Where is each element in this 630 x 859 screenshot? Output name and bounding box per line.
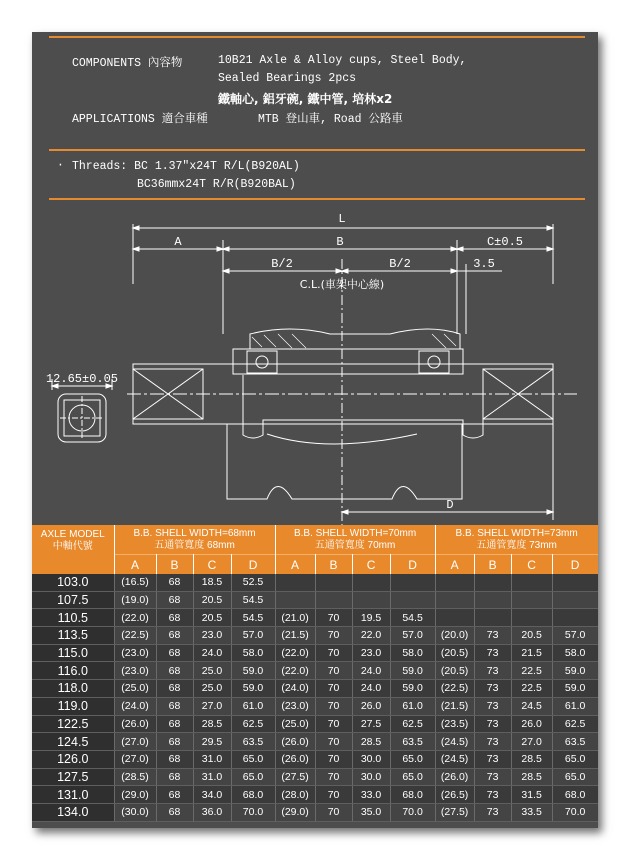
table-cell: 58.0 — [390, 644, 435, 662]
table-cell: 70 — [315, 768, 352, 786]
table-cell: 70 — [315, 662, 352, 680]
table-cell — [390, 574, 435, 591]
applications-value: MTB 登山車, Road 公路車 — [258, 113, 403, 126]
table-cell — [352, 591, 390, 609]
table-cell: 63.5 — [552, 733, 598, 751]
table-cell: 73 — [474, 697, 511, 715]
axle-model-cell: 118.0 — [32, 680, 114, 698]
table-cell: 68 — [156, 786, 193, 804]
table-cell — [435, 574, 474, 591]
table-cell: 28.5 — [193, 715, 231, 733]
table-cell: 70 — [315, 680, 352, 698]
table-cell: 57.0 — [231, 627, 275, 645]
table-cell: (27.5) — [435, 803, 474, 821]
table-cell: (24.5) — [435, 733, 474, 751]
table-cell: 54.5 — [231, 609, 275, 627]
table-cell: 62.5 — [231, 715, 275, 733]
table-cell: 59.0 — [390, 680, 435, 698]
table-cell: 73 — [474, 803, 511, 821]
table-cell: 73 — [474, 733, 511, 751]
lower-divider — [49, 198, 585, 200]
table-cell: 68 — [156, 750, 193, 768]
table-cell: 68 — [156, 609, 193, 627]
table-cell: 70.0 — [231, 803, 275, 821]
table-cell — [474, 591, 511, 609]
axle-model-cell: 116.0 — [32, 662, 114, 680]
label-B2-left: B/2 — [271, 257, 293, 271]
table-cell: 63.5 — [390, 733, 435, 751]
group-70-header: B.B. SHELL WIDTH=70mm 五通管寬度 70mm — [275, 525, 435, 555]
table-cell: 26.0 — [352, 697, 390, 715]
table-cell: (26.0) — [275, 750, 315, 768]
table-cell: 68 — [156, 715, 193, 733]
table-cell: (22.5) — [435, 680, 474, 698]
table-cell: 73 — [474, 627, 511, 645]
table-cell: (26.0) — [114, 715, 156, 733]
table-row — [32, 768, 598, 786]
table-cell: (16.5) — [114, 574, 156, 591]
axle-model-cell: 127.5 — [32, 768, 114, 786]
table-cell: (20.5) — [435, 662, 474, 680]
table-cell: 30.0 — [352, 768, 390, 786]
table-cell: 68.0 — [231, 786, 275, 804]
mid-divider — [49, 149, 585, 151]
table-cell: 73 — [474, 715, 511, 733]
table-cell — [511, 591, 552, 609]
column-label: D — [552, 555, 598, 575]
table-cell: 65.0 — [552, 768, 598, 786]
table-cell: 65.0 — [552, 750, 598, 768]
table-cell: 68 — [156, 697, 193, 715]
table-cell: (29.0) — [275, 803, 315, 821]
table-cell: 59.0 — [552, 662, 598, 680]
table-cell: 28.5 — [352, 733, 390, 751]
table-cell: 73 — [474, 750, 511, 768]
table-cell: (25.0) — [275, 715, 315, 733]
axle-model-cell: 103.0 — [32, 574, 114, 591]
table-cell: (26.0) — [435, 768, 474, 786]
table-cell: (27.5) — [275, 768, 315, 786]
table-cell: 28.5 — [511, 768, 552, 786]
top-divider — [49, 36, 585, 38]
table-cell: 28.5 — [511, 750, 552, 768]
label-L: L — [338, 212, 346, 226]
table-cell: (26.0) — [275, 733, 315, 751]
table-cell: (23.0) — [114, 662, 156, 680]
table-cell: 61.0 — [552, 697, 598, 715]
column-label-row — [32, 555, 598, 575]
table-cell: 36.0 — [193, 803, 231, 821]
label-centerline: C.L.(車架中心線) — [299, 278, 385, 291]
table-cell: (22.0) — [114, 609, 156, 627]
table-cell: 68 — [156, 733, 193, 751]
table-cell: 59.0 — [552, 680, 598, 698]
table-cell: 20.5 — [193, 591, 231, 609]
column-label: B — [474, 555, 511, 575]
table-cell: (28.5) — [114, 768, 156, 786]
threads-line2: BC36mmx24T R/R(B920BAL) — [137, 178, 296, 191]
table-cell: (24.0) — [275, 680, 315, 698]
table-cell: (23.0) — [275, 697, 315, 715]
table-cell: 73 — [474, 662, 511, 680]
table-cell: 70.0 — [552, 803, 598, 821]
threads-bullet: · — [57, 159, 64, 172]
table-cell: 59.0 — [390, 662, 435, 680]
table-cell: 30.0 — [352, 750, 390, 768]
column-label: B — [315, 555, 352, 575]
table-cell: 70 — [315, 786, 352, 804]
table-cell — [275, 574, 315, 591]
table-cell: 27.0 — [193, 697, 231, 715]
table-cell — [435, 591, 474, 609]
table-cell: 70 — [315, 627, 352, 645]
table-cell: 54.5 — [231, 591, 275, 609]
column-label: A — [435, 555, 474, 575]
table-cell: (22.5) — [114, 627, 156, 645]
table-cell: 68.0 — [552, 786, 598, 804]
group-73-header: B.B. SHELL WIDTH=73mm 五通管寬度 73mm — [435, 525, 598, 555]
table-cell: 73 — [474, 786, 511, 804]
table-cell: 33.0 — [352, 786, 390, 804]
table-cell — [390, 591, 435, 609]
table-row — [32, 786, 598, 804]
table-cell: 57.0 — [390, 627, 435, 645]
table-row — [32, 750, 598, 768]
table-cell: 73 — [474, 768, 511, 786]
table-cell: 65.0 — [390, 768, 435, 786]
column-label: A — [114, 555, 156, 575]
table-row — [32, 591, 598, 609]
table-cell: 61.0 — [390, 697, 435, 715]
table-cell: 65.0 — [231, 750, 275, 768]
table-cell: 24.0 — [193, 644, 231, 662]
label-B: B — [336, 235, 344, 249]
table-cell: 54.5 — [390, 609, 435, 627]
table-cell — [352, 574, 390, 591]
label-B2-right: B/2 — [389, 257, 411, 271]
table-cell: (27.0) — [114, 733, 156, 751]
table-cell: 73 — [474, 644, 511, 662]
table-cell: (19.0) — [114, 591, 156, 609]
table-cell: 26.0 — [511, 715, 552, 733]
table-cell: 22.5 — [511, 662, 552, 680]
axle-model-cell: 122.5 — [32, 715, 114, 733]
table-cell: 70.0 — [390, 803, 435, 821]
table-cell: 31.0 — [193, 768, 231, 786]
label-C: C±0.5 — [486, 235, 524, 249]
table-cell: (23.0) — [114, 644, 156, 662]
column-label: A — [275, 555, 315, 575]
table-cell: 70 — [315, 715, 352, 733]
table-cell: (26.5) — [435, 786, 474, 804]
axle-model-cell: 124.5 — [32, 733, 114, 751]
table-cell: 31.0 — [193, 750, 231, 768]
table-cell: 22.5 — [511, 680, 552, 698]
table-cell: 70 — [315, 733, 352, 751]
table-cell: 63.5 — [231, 733, 275, 751]
label-square: 12.65±0.05 — [45, 372, 119, 386]
table-cell: 34.0 — [193, 786, 231, 804]
table-cell: 20.5 — [511, 627, 552, 645]
table-cell: 68 — [156, 644, 193, 662]
table-cell: (22.0) — [275, 662, 315, 680]
table-cell — [315, 591, 352, 609]
label-3-5: 3.5 — [473, 257, 495, 271]
table-cell: 24.0 — [352, 662, 390, 680]
table-cell: 68 — [156, 768, 193, 786]
table-cell: 21.5 — [511, 644, 552, 662]
table-cell: (25.0) — [114, 680, 156, 698]
table-cell: 31.5 — [511, 786, 552, 804]
axle-technical-drawing — [32, 204, 598, 529]
table-cell: 70 — [315, 697, 352, 715]
table-row — [32, 644, 598, 662]
table-cell: (27.0) — [114, 750, 156, 768]
table-cell: (23.5) — [435, 715, 474, 733]
table-cell: 18.5 — [193, 574, 231, 591]
table-cell: 35.0 — [352, 803, 390, 821]
spec-sheet — [32, 32, 598, 828]
table-cell: 65.0 — [390, 750, 435, 768]
table-cell: 70 — [315, 644, 352, 662]
table-cell: 25.0 — [193, 680, 231, 698]
table-cell: 20.5 — [193, 609, 231, 627]
table-cell: 68 — [156, 591, 193, 609]
column-label: C — [352, 555, 390, 575]
table-cell — [552, 609, 598, 627]
table-cell: 29.5 — [193, 733, 231, 751]
table-row — [32, 609, 598, 627]
table-cell: (21.5) — [435, 697, 474, 715]
table-cell — [474, 609, 511, 627]
axle-model-cell: 131.0 — [32, 786, 114, 804]
table-cell: (21.0) — [275, 609, 315, 627]
table-cell — [435, 609, 474, 627]
table-cell: (28.0) — [275, 786, 315, 804]
table-cell: 59.0 — [231, 662, 275, 680]
table-cell: (24.0) — [114, 697, 156, 715]
label-D: D — [446, 498, 454, 512]
axle-model-cell: 119.0 — [32, 697, 114, 715]
table-body — [32, 574, 598, 821]
table-cell: 68 — [156, 680, 193, 698]
table-cell — [552, 591, 598, 609]
table-cell: 68 — [156, 627, 193, 645]
column-label: D — [390, 555, 435, 575]
table-row — [32, 733, 598, 751]
table-cell: (24.5) — [435, 750, 474, 768]
table-row — [32, 627, 598, 645]
table-row — [32, 574, 598, 591]
table-cell: 62.5 — [552, 715, 598, 733]
table-cell: 65.0 — [231, 768, 275, 786]
components-value-line3: 鐵軸心, 鋁牙碗, 鐵中管, 培林x2 — [218, 92, 393, 106]
table-row — [32, 662, 598, 680]
table-cell: 57.0 — [552, 627, 598, 645]
table-cell: 68.0 — [390, 786, 435, 804]
axle-model-cell: 134.0 — [32, 803, 114, 821]
table-cell: 58.0 — [552, 644, 598, 662]
table-cell: 68 — [156, 574, 193, 591]
table-cell: (22.0) — [275, 644, 315, 662]
axle-model-cell: 115.0 — [32, 644, 114, 662]
column-label: B — [156, 555, 193, 575]
table-cell: 52.5 — [231, 574, 275, 591]
table-cell: (20.5) — [435, 644, 474, 662]
table-cell: (30.0) — [114, 803, 156, 821]
table-cell — [511, 574, 552, 591]
table-cell: 70 — [315, 803, 352, 821]
table-cell: 62.5 — [390, 715, 435, 733]
column-label: C — [511, 555, 552, 575]
table-cell: 68 — [156, 803, 193, 821]
table-cell: 25.0 — [193, 662, 231, 680]
column-label: C — [193, 555, 231, 575]
table-row — [32, 697, 598, 715]
components-label: COMPONENTS 內容物 — [72, 57, 183, 70]
table-cell — [511, 609, 552, 627]
table-cell — [474, 574, 511, 591]
table-cell: (20.0) — [435, 627, 474, 645]
label-A: A — [174, 235, 182, 249]
axle-model-cell: 126.0 — [32, 750, 114, 768]
axle-model-cell: 113.5 — [32, 627, 114, 645]
axle-model-cell: 107.5 — [32, 591, 114, 609]
table-cell: 23.0 — [193, 627, 231, 645]
table-cell: 19.5 — [352, 609, 390, 627]
table-cell: 70 — [315, 750, 352, 768]
column-label: D — [231, 555, 275, 575]
table-cell — [552, 574, 598, 591]
table-cell: 27.0 — [511, 733, 552, 751]
table-cell: 73 — [474, 680, 511, 698]
table-cell: 22.0 — [352, 627, 390, 645]
table-row — [32, 715, 598, 733]
table-cell — [315, 574, 352, 591]
table-cell: 24.5 — [511, 697, 552, 715]
table-cell: 70 — [315, 609, 352, 627]
table-cell: 27.5 — [352, 715, 390, 733]
table-row — [32, 680, 598, 698]
table-cell: 59.0 — [231, 680, 275, 698]
components-value-line2: Sealed Bearings 2pcs — [218, 72, 357, 85]
table-cell: 61.0 — [231, 697, 275, 715]
group-68-header: B.B. SHELL WIDTH=68mm 五通管寬度 68mm — [114, 525, 275, 555]
threads-line1: Threads: BC 1.37"x24T R/L(B920AL) — [72, 160, 300, 173]
table-cell: 68 — [156, 662, 193, 680]
table-cell — [275, 591, 315, 609]
components-value-line1: 10B21 Axle & Alloy cups, Steel Body, — [218, 54, 467, 67]
table-cell: 33.5 — [511, 803, 552, 821]
axle-model-cell: 110.5 — [32, 609, 114, 627]
table-cell: 58.0 — [231, 644, 275, 662]
table-cell: 23.0 — [352, 644, 390, 662]
table-row — [32, 803, 598, 821]
axle-dimension-table — [32, 525, 598, 822]
table-cell: (29.0) — [114, 786, 156, 804]
table-cell: (21.5) — [275, 627, 315, 645]
table-cell: 24.0 — [352, 680, 390, 698]
applications-label: APPLICATIONS 適合車種 — [72, 113, 208, 126]
model-header: AXLE MODEL 中軸代號 — [32, 525, 114, 574]
